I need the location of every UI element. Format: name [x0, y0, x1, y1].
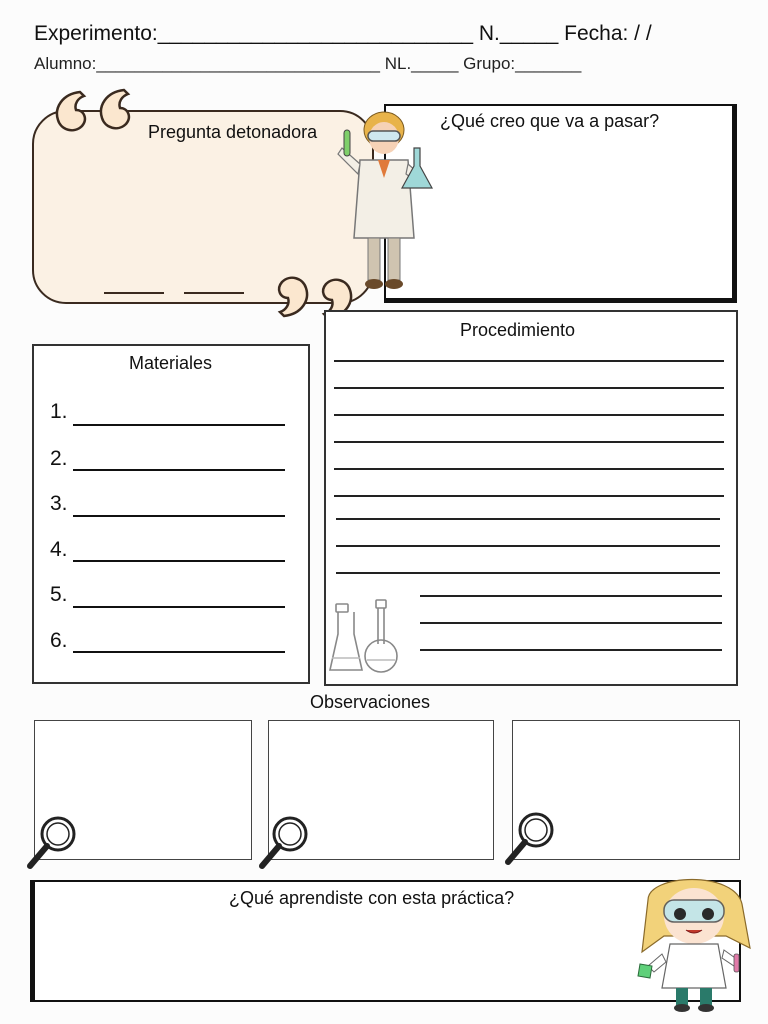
chibi-scientist-illustration — [634, 870, 760, 1016]
flask-icon — [328, 598, 410, 678]
prediccion-label: ¿Qué creo que va a pasar? — [440, 111, 660, 131]
quote-marks-icon — [52, 86, 152, 146]
materiales-item-number: 2. — [50, 447, 68, 470]
procedimiento-label: Procedimiento — [460, 320, 576, 340]
magnifier-icon — [22, 814, 82, 874]
materiales-item-number: 1. — [50, 400, 68, 423]
aprendizaje-label: ¿Qué aprendiste con esta práctica? — [229, 888, 515, 908]
materiales-item-number: 3. — [50, 492, 68, 515]
materiales-item-number: 6. — [50, 629, 68, 652]
pregunta-detonadora-label: Pregunta detonadora — [148, 122, 318, 142]
materiales-box — [32, 344, 310, 684]
magnifier-icon — [254, 814, 314, 874]
scientist-illustration — [330, 108, 442, 293]
student-header-line: Alumno:______________________________ NL._____ Grupo:_______ — [34, 54, 582, 73]
magnifier-icon — [500, 810, 560, 870]
experiment-header-line: Experimento:___________________________ N._____ Fecha: / / — [34, 22, 652, 45]
materiales-label: Materiales — [129, 353, 213, 373]
observaciones-label: Observaciones — [310, 692, 431, 712]
materiales-item-number: 5. — [50, 583, 68, 606]
materiales-item-number: 4. — [50, 538, 68, 561]
